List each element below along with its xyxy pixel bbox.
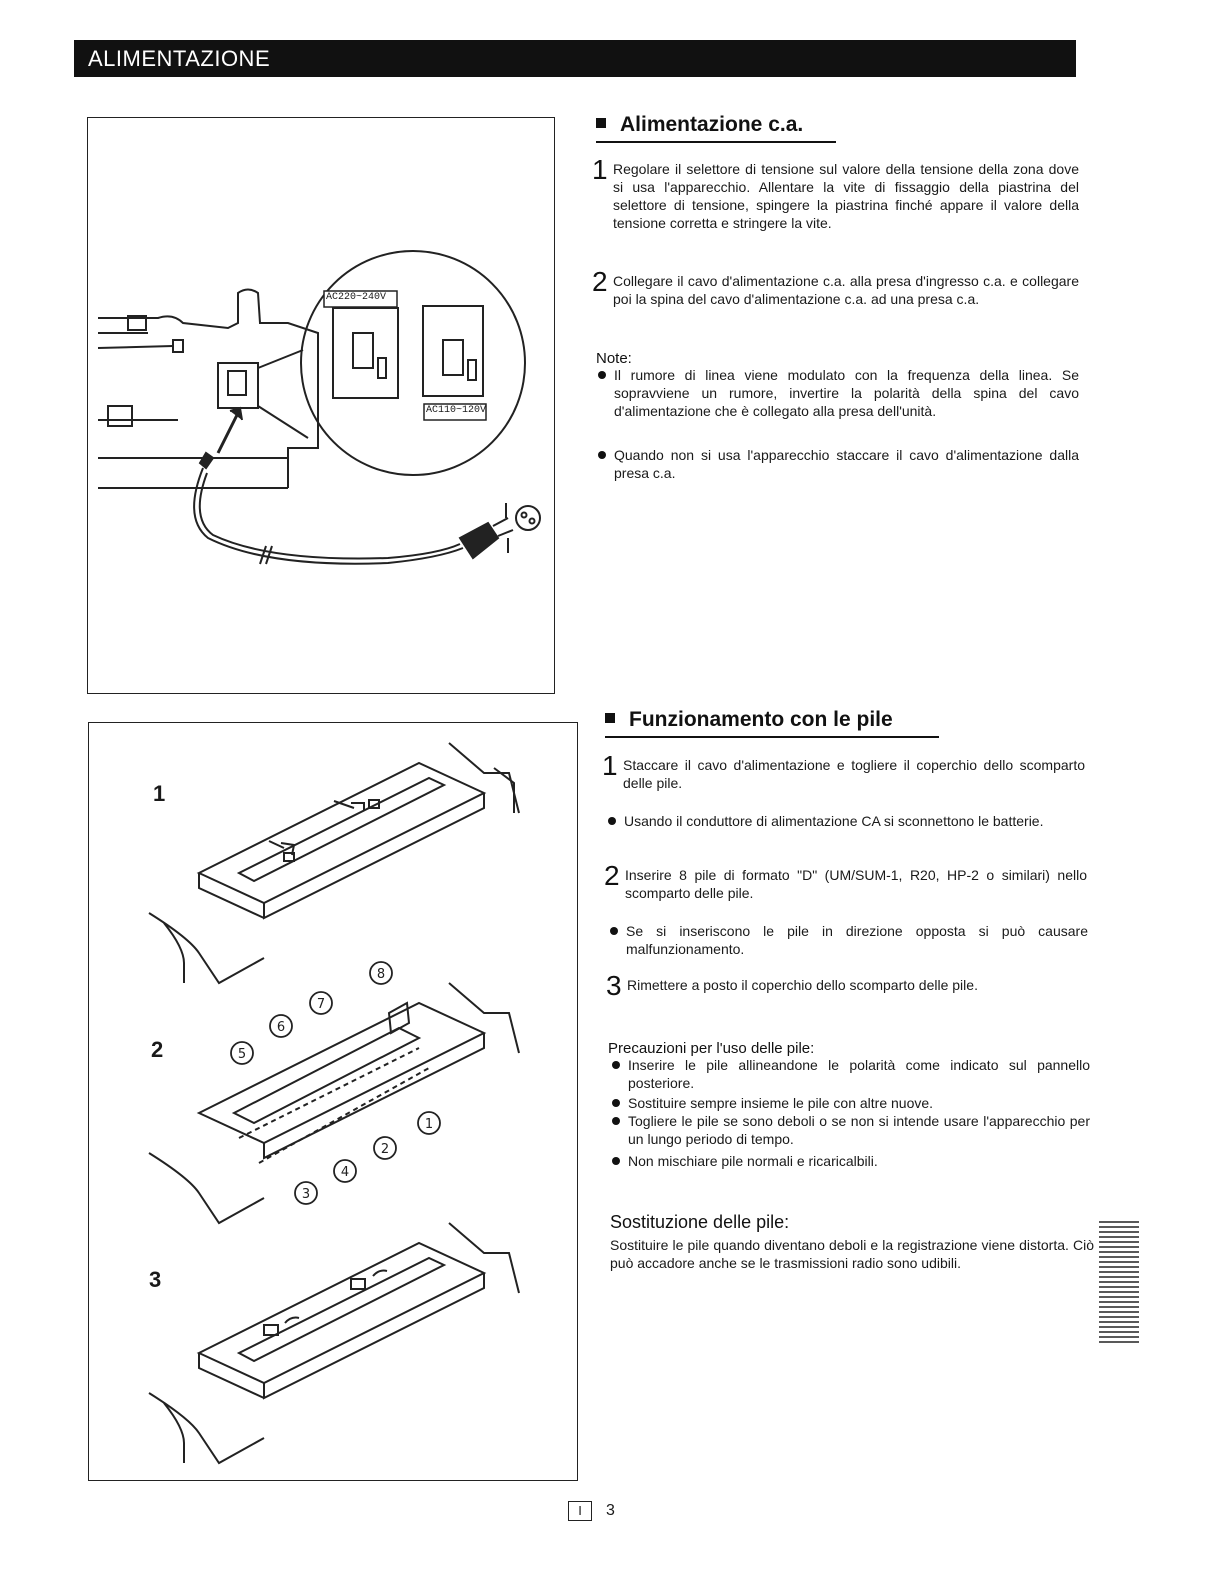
precaution-item: Non mischiare pile normali e ricaricalbili. — [628, 1152, 1090, 1170]
ac-step-1-text: Regolare il selettore di tensione sul valore della tensione della zona dove si usa l'apparecchio. Allentare la vite di fissaggio della piastrina del selettore di tensione, spingere la piastrina finché appare il valore della tensione corretta e stringere la vite. — [613, 161, 1079, 231]
precaution-item: Sostituire sempre insieme le pile con altre nuove. — [628, 1094, 1090, 1112]
header-bar — [74, 40, 1076, 77]
battery-step-1-number: 1 — [602, 750, 618, 781]
battery-step-3-number: 3 — [606, 970, 622, 1001]
battery-step-2-text: Inserire 8 pile di formato "D" (UM/SUM-1, R20, HP-2 o similari) nello scomparto delle pile. — [625, 867, 1087, 901]
square-bullet-icon — [605, 713, 615, 723]
page-number: 3 — [606, 1502, 615, 1520]
battery-figure — [88, 722, 578, 1481]
replace-title: Sostituzione delle pile: — [610, 1212, 790, 1232]
cell-number-6: 6 — [276, 1020, 286, 1035]
cell-number-7: 7 — [316, 997, 326, 1012]
figure-step-1: 1 — [153, 781, 166, 806]
battery-step-3-text: Rimettere a posto il coperchio dello scomparto delle pile. — [627, 977, 978, 993]
precaution-item: Togliere le pile se sono deboli o se non si intende usare l'apparecchio per un lungo periodo di tempo. — [628, 1112, 1090, 1148]
section-ac-title: Alimentazione c.a. — [596, 113, 836, 143]
section-battery-title: Funzionamento con le pile — [605, 708, 939, 738]
bullet-dot-icon — [598, 451, 606, 459]
bullet-dot-icon — [610, 927, 618, 935]
ac-step-2-number: 2 — [592, 266, 608, 297]
ac-power-figure — [87, 117, 555, 694]
cell-number-8: 8 — [376, 967, 386, 982]
bullet-dot-icon — [612, 1099, 620, 1107]
bullet-dot-icon — [612, 1061, 620, 1069]
cell-number-4: 4 — [340, 1165, 350, 1180]
figure-step-3: 3 — [149, 1267, 162, 1292]
battery-step-2-number: 2 — [604, 860, 620, 891]
figure-step-2: 2 — [151, 1037, 164, 1062]
bullet-dot-icon — [598, 371, 606, 379]
bullet-dot-icon — [608, 817, 616, 825]
note-item: Quando non si usa l'apparecchio staccare il cavo d'alimentazione dalla presa c.a. — [614, 446, 1079, 482]
battery-note-1: Usando il conduttore di alimentazione CA si sconnettono le batterie. — [624, 812, 1086, 830]
cell-number-2: 2 — [380, 1142, 390, 1157]
cell-number-3: 3 — [301, 1187, 311, 1202]
language-mark: I — [568, 1501, 592, 1521]
cell-number-1: 1 — [424, 1117, 434, 1132]
bullet-dot-icon — [612, 1157, 620, 1165]
precaution-item: Inserire le pile allineandone le polarità come indicato sul pannello posteriore. — [628, 1056, 1090, 1092]
notes-title: Note: — [596, 350, 632, 367]
precautions-title: Precauzioni per l'uso delle pile: — [608, 1040, 815, 1057]
ac-step-2-text: Collegare il cavo d'alimentazione c.a. alla presa d'ingresso c.a. e collegare poi la spina del cavo d'alimentazione c.a. ad una presa c.a. — [613, 273, 1079, 307]
battery-compartment-illustration — [89, 723, 577, 1480]
square-bullet-icon — [596, 118, 606, 128]
ac-step-1-number: 1 — [592, 154, 608, 185]
battery-step-1-text: Staccare il cavo d'alimentazione e togliere il coperchio dello scomparto delle pile. — [623, 757, 1085, 791]
section-tab-marks — [1099, 1218, 1139, 1344]
battery-note-2: Se si inseriscono le pile in direzione opposta si può causare malfunzionamento. — [626, 922, 1088, 958]
cell-number-5: 5 — [237, 1047, 247, 1062]
page-title: ALIMENTAZIONE — [88, 46, 271, 71]
bullet-dot-icon — [612, 1117, 620, 1125]
voltage-label-high: AC220~240V — [326, 292, 387, 303]
voltage-label-low: AC110~120V — [426, 405, 487, 416]
replace-text: Sostituire le pile quando diventano deboli e la registrazione viene distorta. Ciò può accadore anche se le trasmissioni radio sono udibili. — [610, 1237, 1094, 1271]
page-footer — [568, 1501, 615, 1521]
note-item: Il rumore di linea viene modulato con la frequenza della linea. Se sopravviene un rumore, invertire la polarità della spina del cavo d'alimentazione che è collegato alla presa dell'unità. — [614, 366, 1079, 420]
